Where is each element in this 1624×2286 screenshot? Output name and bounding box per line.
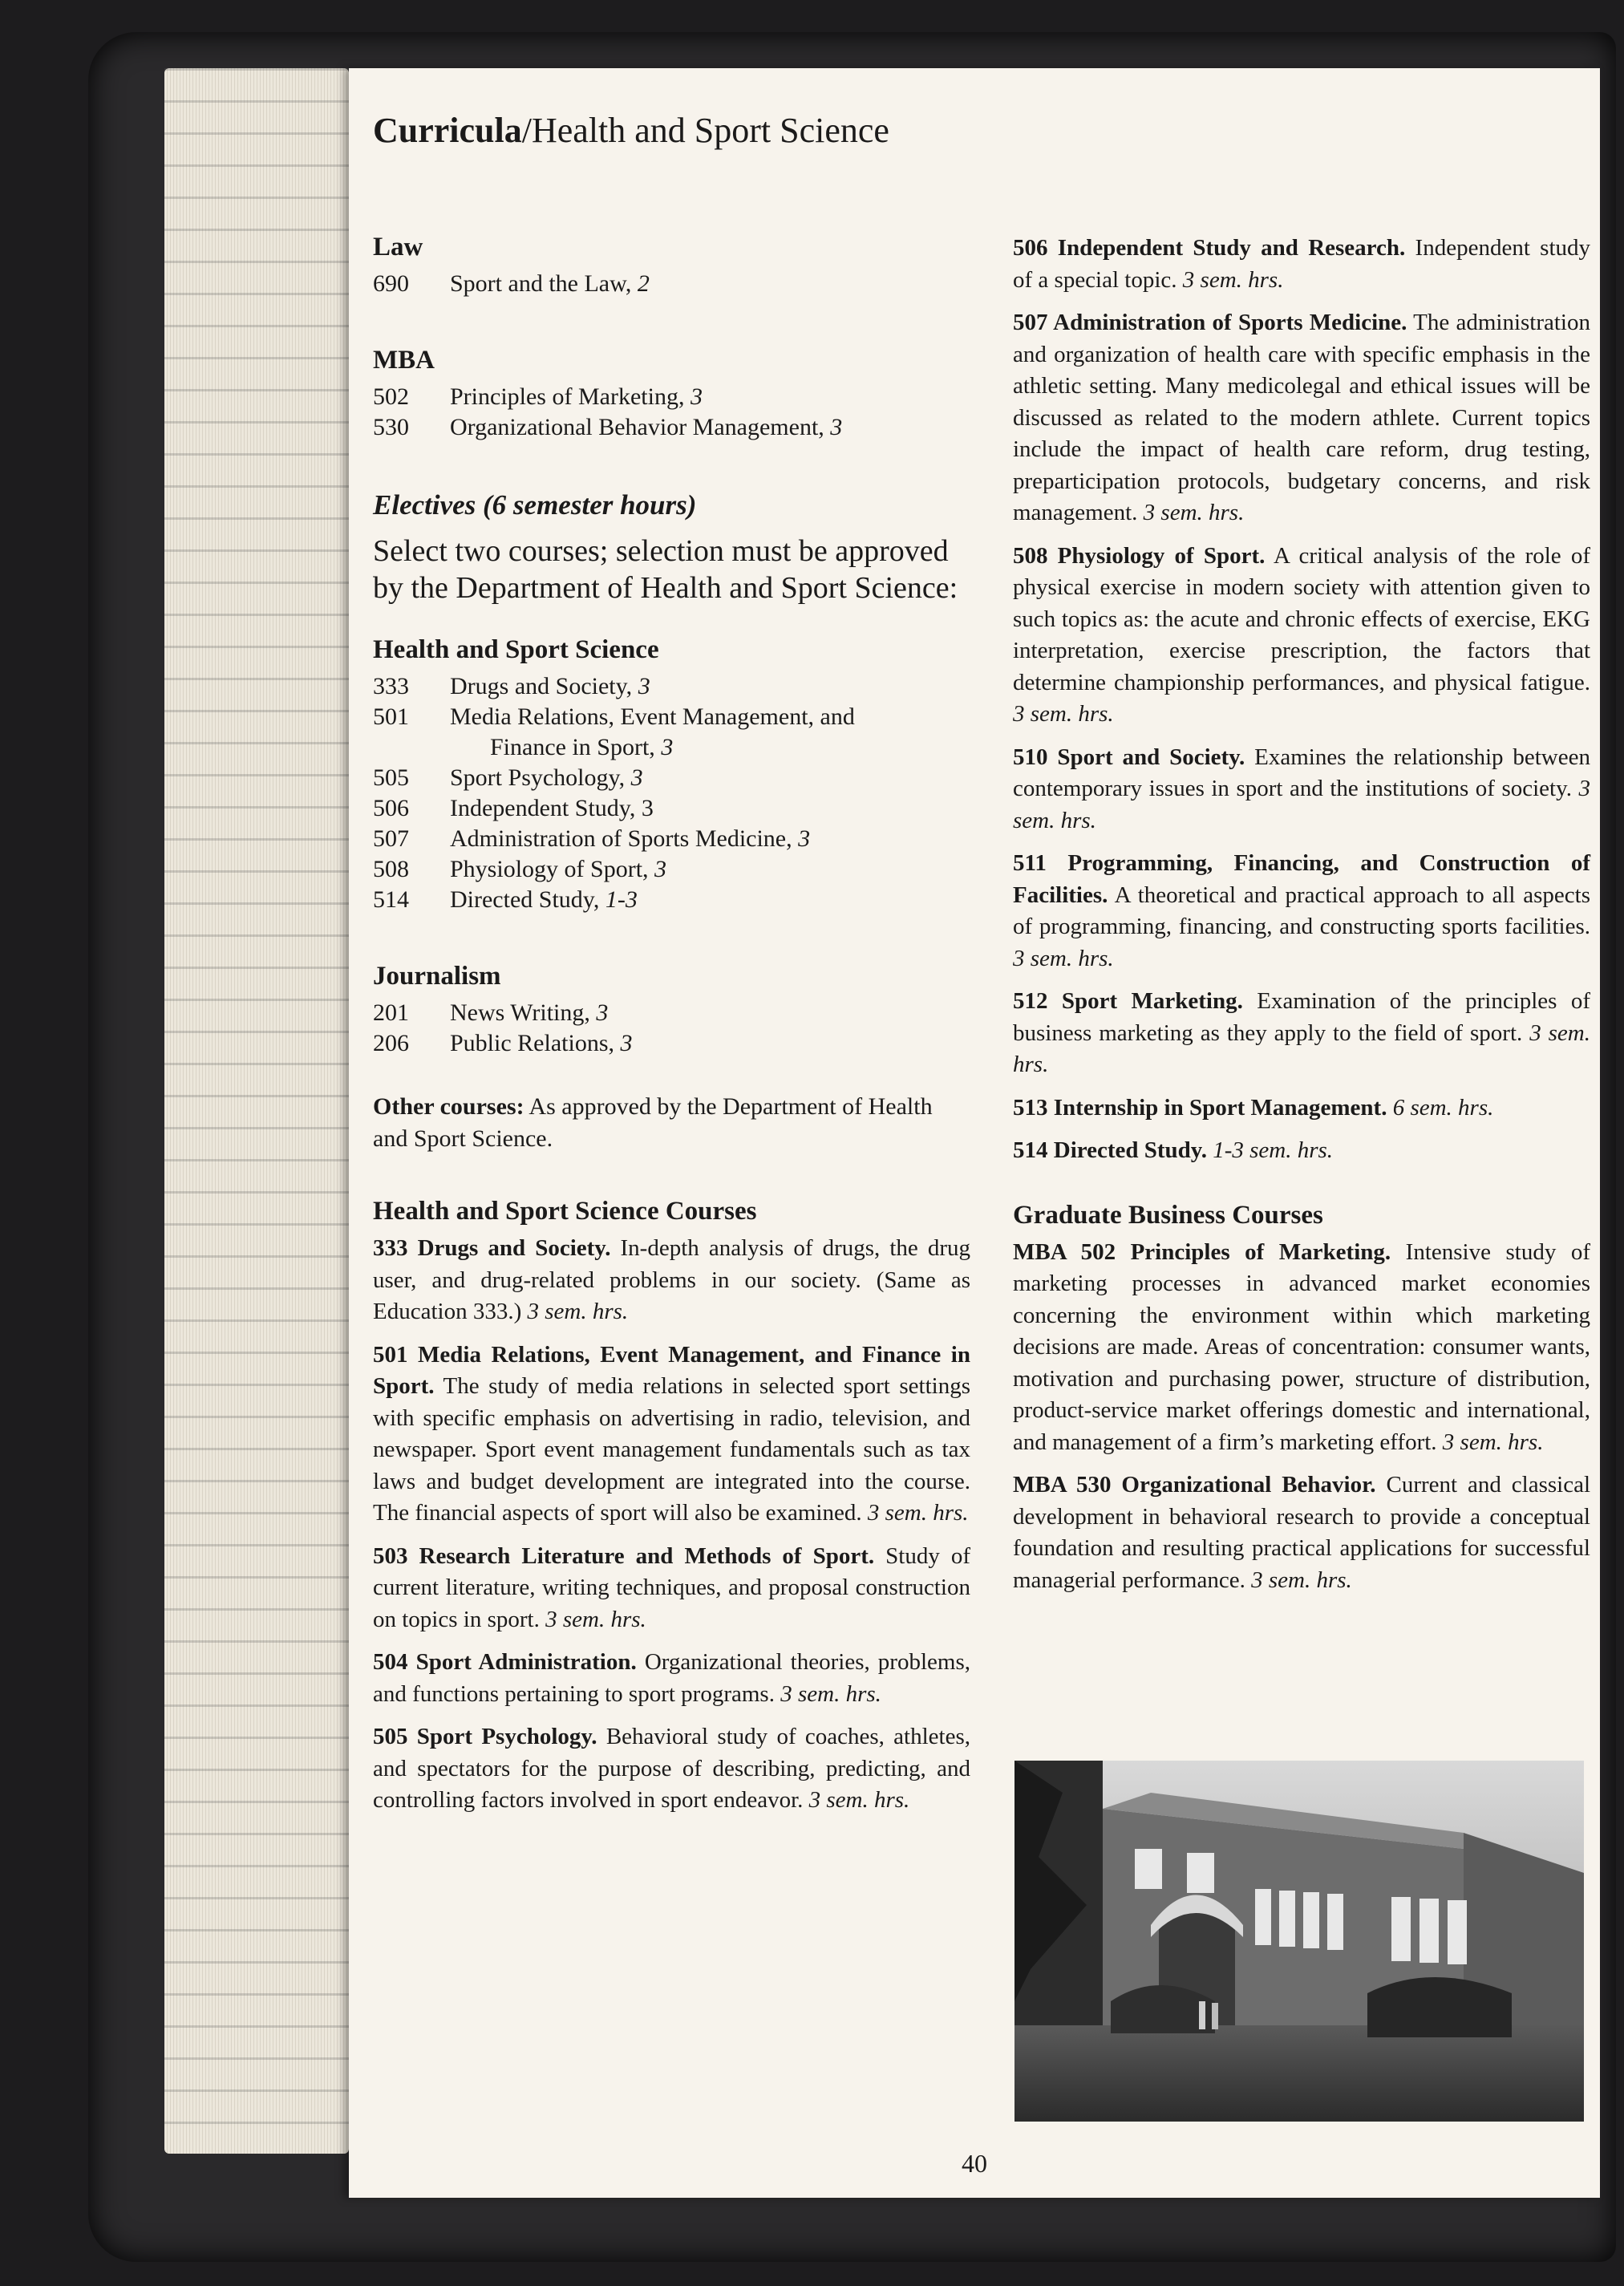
course-description (373, 1233, 970, 1328)
list-item (373, 269, 970, 299)
course-text: Current and classical development in behavioral research to provide a conceptual foundation and resulting practical applications for successful managerial performance. (1013, 1472, 1590, 1593)
course-credits: 3 (638, 673, 650, 699)
course-credits: 3 (830, 414, 843, 440)
grad-business-heading: Graduate Business Courses (1013, 1200, 1323, 1230)
course-number: 506 (373, 795, 409, 821)
course-text: Behavioral study of coaches, athletes, and spectators for the purpose of describing, predicting, and controlling factors involved in sport endeavor. (373, 1724, 970, 1813)
other-courses-text: As approved by the Department of Health and Sport Science. (373, 1093, 933, 1152)
course-hours: 3 sem. hrs. (1251, 1567, 1352, 1593)
course-credits: 3 (630, 764, 643, 791)
course-text (1387, 1095, 1392, 1121)
list-item (373, 382, 970, 412)
course-title (450, 412, 970, 443)
course-description (1013, 1135, 1590, 1167)
course-title (450, 269, 970, 299)
course-hours: 3 sem. hrs. (527, 1299, 629, 1324)
course-title (450, 854, 970, 885)
course-text: Study of current literature, writing techniques, and proposal construction on topics in sport. (373, 1542, 970, 1632)
course-title (450, 382, 970, 412)
course-credits: 3 (654, 856, 667, 882)
course-hours: 3 sem. hrs. (1182, 266, 1284, 293)
course-name: Media Relations, Event Management, and (450, 703, 855, 730)
course-number: 201 (373, 999, 409, 1026)
course-description (1013, 233, 1590, 296)
course-descriptions (373, 1233, 970, 1817)
course-title: MBA 530 Organizational Behavior. (1013, 1472, 1376, 1498)
mba-heading: MBA (373, 346, 435, 375)
course-description (373, 1721, 970, 1817)
course-credits: 3 (798, 825, 811, 852)
journalism-list (373, 998, 970, 1059)
course-hours: 3 sem. hrs. (1013, 701, 1114, 727)
course-title (450, 763, 970, 793)
right-column (1013, 233, 1590, 1607)
course-name: News Writing, (450, 999, 597, 1026)
course-hours: 3 sem. hrs. (545, 1606, 646, 1632)
grad-course-descriptions (1013, 1237, 1590, 1597)
course-name: Sport Psychology, (450, 764, 631, 791)
course-title (450, 702, 970, 732)
course-text: Examines the relationship between contemporary issues in sport and the institutions of society. (1013, 744, 1590, 801)
course-description (373, 1541, 970, 1636)
other-courses-label: Other courses: (373, 1093, 524, 1120)
course-hours: 3 sem. hrs. (808, 1787, 910, 1813)
course-title: 507 Administration of Sports Medicine. (1013, 310, 1407, 335)
course-title (450, 671, 970, 702)
course-number: 501 (373, 703, 409, 730)
course-number: 530 (373, 414, 409, 440)
course-descriptions (1013, 233, 1590, 1167)
course-name: Sport and the Law, (450, 270, 638, 297)
course-text: The study of media relations in selected sport settings with specific emphasis on advertising in radio, television, and newspaper. Sport event management fundamentals such as tax laws and budget development are integrated into the course. The financial aspects of sport will also be examined. (373, 1373, 970, 1526)
course-title: 508 Physiology of Sport. (1013, 542, 1266, 569)
page-edges (164, 68, 349, 2154)
course-description (1013, 307, 1590, 529)
course-text: Examination of the principles of business marketing as they apply to the field of sport. (1013, 988, 1590, 1046)
course-number: 333 (373, 673, 409, 699)
course-credits: 3 (690, 383, 703, 410)
list-item (373, 998, 970, 1028)
course-text: A theoretical and practical approach to all aspects of programming, financing, and constructing sports facilities. (1013, 882, 1590, 939)
course-title (450, 824, 970, 854)
journalism-heading: Journalism (373, 962, 501, 991)
course-hours: 3 sem. hrs. (780, 1680, 881, 1707)
course-name: Public Relations, (450, 1030, 621, 1056)
course-text: Independent study of a special topic. (1013, 235, 1590, 293)
mba-list (373, 382, 970, 443)
list-item (373, 1028, 970, 1059)
course-hours: 3 sem. hrs. (867, 1500, 969, 1526)
course-text: Organizational theories, problems, and functions pertaining to sport programs. (373, 1649, 970, 1707)
page-header (373, 110, 889, 151)
course-title: 503 Research Literature and Methods of Sport. (373, 1542, 875, 1569)
course-name: Finance in Sport, (490, 734, 662, 760)
course-number: 505 (373, 764, 409, 791)
course-number: 514 (373, 886, 409, 913)
course-description (1013, 541, 1590, 731)
law-list (373, 269, 970, 299)
course-name: Directed Study, (450, 886, 605, 913)
course-description (1013, 848, 1590, 975)
course-credits: 3 (661, 734, 674, 760)
course-name: Physiology of Sport, (450, 856, 655, 882)
course-title: 501 Media Relations, Event Management, and Finance in Sport. (373, 1341, 970, 1399)
building-photo (1014, 1761, 1584, 2122)
list-item (373, 702, 970, 732)
course-description (1013, 1237, 1590, 1459)
electives-heading: Electives (6 semester hours) (373, 489, 697, 521)
course-credits: 3 (596, 999, 609, 1026)
course-title: 505 Sport Psychology. (373, 1724, 597, 1749)
list-item (373, 763, 970, 793)
list-item (373, 793, 970, 824)
course-text: The administration and organization of health care with specific emphasis in the athletic setting. Many medicolegal and ethical issues will be discussed as related to the modern athlete. Current topics include the impact of health care reform, drug testing, preparticipation protocols, budgetary concerns, and risk management. (1013, 310, 1590, 525)
header-section: Curricula (373, 111, 522, 150)
course-number: 206 (373, 1030, 409, 1056)
course-number: 507 (373, 825, 409, 852)
page-number: 40 (962, 2149, 987, 2178)
course-text: Intensive study of marketing processes in advanced market economies concerning the environment within which marketing decisions are made. Areas of concentration: consumer wants, motivation and purchasing power, structure of distribution, product-service market offerings domestic and international, and management of a firm’s marketing effort. (1013, 1238, 1590, 1455)
course-hours: 3 sem. hrs. (1013, 1019, 1590, 1077)
course-title: 333 Drugs and Society. (373, 1235, 611, 1261)
list-item (373, 412, 970, 443)
course-title: 510 Sport and Society. (1013, 744, 1245, 770)
header-subsection: /Health and Sport Science (521, 111, 889, 150)
course-hours: 3 sem. hrs. (1013, 945, 1114, 971)
course-title: 511 Programming, Financing, and Construction of Facilities. (1013, 850, 1590, 908)
course-credits: 1-3 (605, 886, 638, 913)
course-hours: 6 sem. hrs. (1392, 1094, 1494, 1121)
course-title: MBA 502 Principles of Marketing. (1013, 1238, 1391, 1265)
course-name: Principles of Marketing, (450, 383, 691, 410)
list-item (373, 671, 970, 702)
left-column (373, 233, 970, 1828)
book-page (349, 68, 1600, 2198)
courses-heading: Health and Sport Science Courses (373, 1197, 757, 1226)
course-name: Organizational Behavior Management, (450, 414, 831, 440)
course-title: 514 Directed Study. (1013, 1137, 1207, 1163)
course-number: 502 (373, 383, 409, 410)
course-title (450, 998, 970, 1028)
course-number: 508 (373, 856, 409, 882)
law-heading: Law (373, 233, 423, 261)
course-description (1013, 1469, 1590, 1596)
list-item (373, 732, 970, 763)
hss-list (373, 671, 970, 915)
list-item (373, 824, 970, 854)
course-title (450, 885, 970, 915)
course-description (1013, 986, 1590, 1081)
list-item (373, 885, 970, 915)
hss-heading: Health and Sport Science (373, 635, 659, 664)
course-title (450, 1028, 970, 1059)
course-hours: 3 sem. hrs. (1442, 1429, 1544, 1455)
list-item (373, 854, 970, 885)
course-title: 512 Sport Marketing. (1013, 988, 1243, 1014)
course-title (450, 732, 970, 763)
course-title (450, 793, 970, 824)
course-title: 513 Internship in Sport Management. (1013, 1094, 1387, 1121)
course-number (373, 732, 450, 763)
course-number: 690 (373, 270, 409, 297)
course-hours: 1-3 sem. hrs. (1213, 1137, 1334, 1163)
other-courses-note (373, 1091, 970, 1155)
course-description (1013, 1092, 1590, 1125)
electives-text: Select two courses; selection must be approved by the Department of Health and Sport Science: (373, 534, 958, 605)
course-text: In-depth analysis of drugs, the drug user, and drug-related problems in our society. (Same as Education 333.) (373, 1235, 970, 1324)
course-name: Independent Study, 3 (450, 795, 654, 821)
course-description (373, 1340, 970, 1530)
course-name: Drugs and Society, (450, 673, 638, 699)
course-credits: 3 (620, 1030, 633, 1056)
course-title: 506 Independent Study and Research. (1013, 235, 1406, 261)
course-name: Administration of Sports Medicine, (450, 825, 799, 852)
course-hours: 3 sem. hrs. (1013, 776, 1590, 833)
course-description (373, 1647, 970, 1710)
course-credits: 2 (637, 270, 650, 297)
course-text: A critical analysis of the role of physical exercise in modern society with attention given to such topics as: the acute and chronic effects of exercise, EKG interpretation, exercise prescription, the factors that determine championship performances, and physical fatigue. (1013, 542, 1590, 695)
course-title: 504 Sport Administration. (373, 1649, 637, 1675)
course-description (1013, 742, 1590, 837)
course-hours: 3 sem. hrs. (1143, 500, 1245, 525)
